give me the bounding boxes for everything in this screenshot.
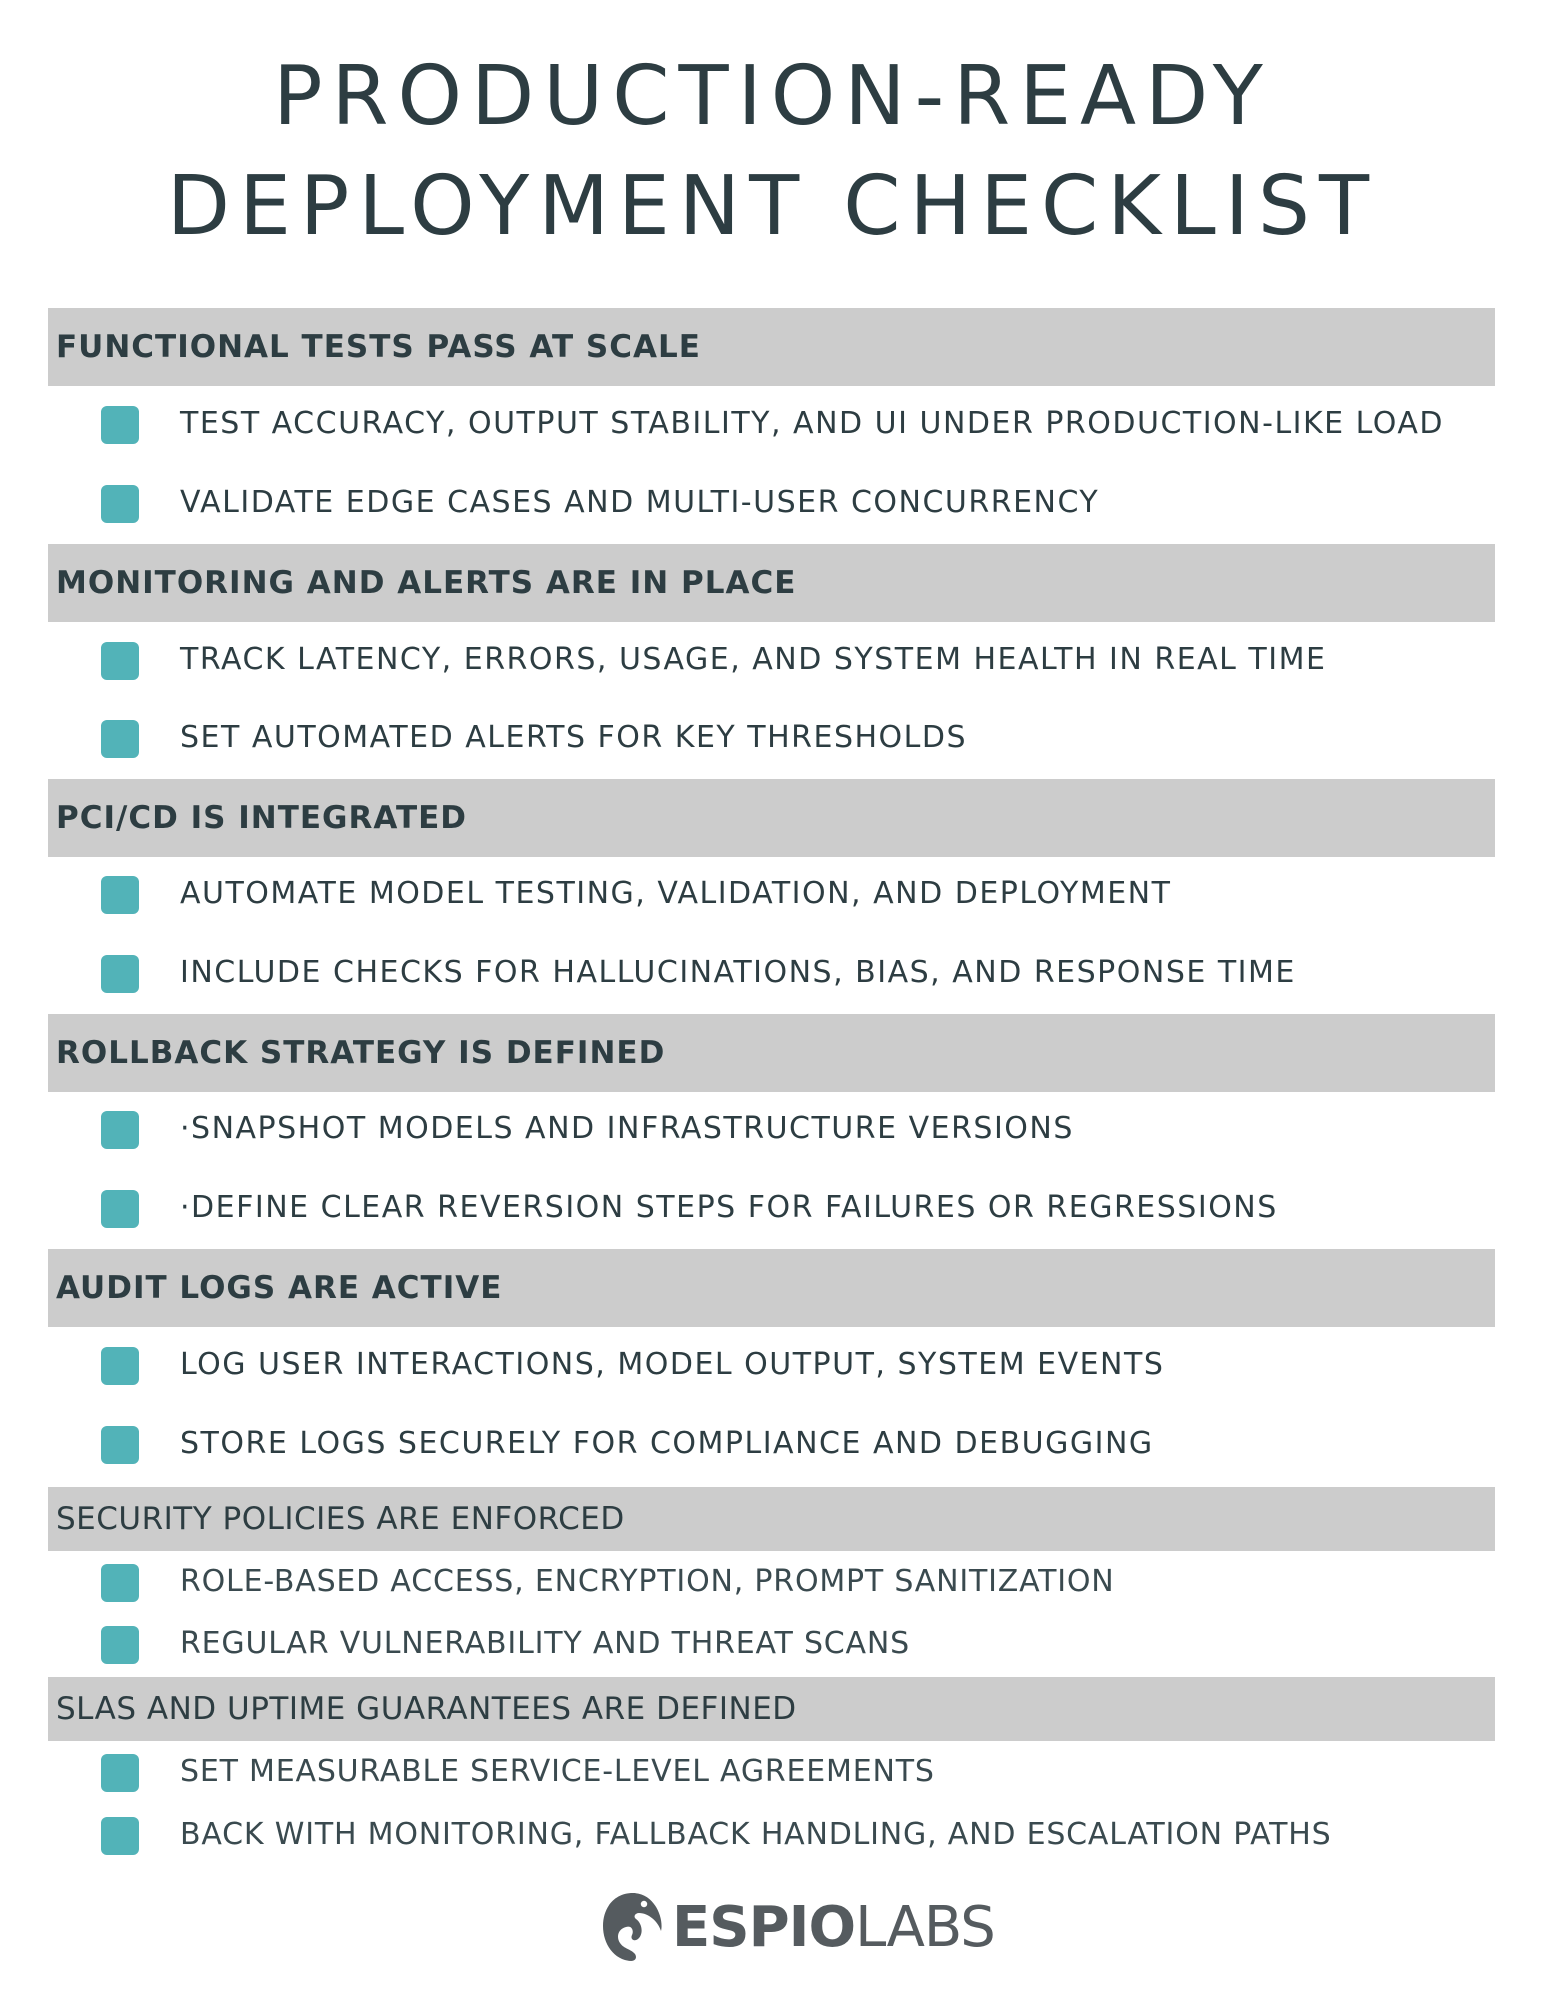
section-heading-security: SECURITY POLICIES ARE ENFORCED — [48, 1487, 1495, 1551]
logo-text-labs: LABS — [855, 1894, 995, 1960]
page-title-line-1: PRODUCTION-READY — [273, 49, 1272, 144]
checklist-item — [0, 716, 1545, 766]
section-heading-monitoring: MONITORING AND ALERTS ARE IN PLACE — [48, 544, 1495, 622]
checklist-item — [0, 1186, 1545, 1236]
checkbox[interactable] — [101, 1190, 139, 1228]
elephant-logo-icon — [600, 1889, 666, 1965]
checklist-item — [0, 1422, 1545, 1472]
checklist-item-label: BACK WITH MONITORING, FALLBACK HANDLING, AND ESCALATION PATHS — [180, 1817, 1332, 1852]
checkbox[interactable] — [101, 406, 139, 444]
checkbox[interactable] — [101, 1111, 139, 1149]
checklist-item — [0, 402, 1545, 452]
logo-text-espio: ESPIO — [672, 1894, 856, 1960]
checklist-item — [0, 872, 1545, 922]
checklist-item — [0, 481, 1545, 531]
checklist-item-label: ROLE-BASED ACCESS, ENCRYPTION, PROMPT SANITIZATION — [180, 1564, 1115, 1599]
checkbox[interactable] — [101, 1347, 139, 1385]
checklist-item — [0, 1813, 1545, 1863]
checklist-item-label: AUTOMATE MODEL TESTING, VALIDATION, AND DEPLOYMENT — [180, 876, 1172, 911]
section-heading-functional-tests: FUNCTIONAL TESTS PASS AT SCALE — [48, 308, 1495, 386]
checkbox[interactable] — [101, 1754, 139, 1792]
checklist-item — [0, 638, 1545, 688]
checklist-item — [0, 951, 1545, 1001]
section-heading-slas: SLAS AND UPTIME GUARANTEES ARE DEFINED — [48, 1677, 1495, 1741]
checklist-item — [0, 1107, 1545, 1157]
checklist-item-label: ·DEFINE CLEAR REVERSION STEPS FOR FAILURES OR REGRESSIONS — [180, 1190, 1278, 1225]
checklist-item — [0, 1560, 1545, 1610]
checklist-item-label: LOG USER INTERACTIONS, MODEL OUTPUT, SYSTEM EVENTS — [180, 1347, 1165, 1382]
checklist-item-label: SET MEASURABLE SERVICE-LEVEL AGREEMENTS — [180, 1754, 935, 1789]
checklist-item-label: VALIDATE EDGE CASES AND MULTI-USER CONCURRENCY — [180, 485, 1100, 520]
checklist-item — [0, 1750, 1545, 1800]
checklist-item — [0, 1343, 1545, 1393]
checklist-item-label: INCLUDE CHECKS FOR HALLUCINATIONS, BIAS, AND RESPONSE TIME — [180, 955, 1296, 990]
checklist-item-label: STORE LOGS SECURELY FOR COMPLIANCE AND DEBUGGING — [180, 1426, 1154, 1461]
checklist-item-label: SET AUTOMATED ALERTS FOR KEY THRESHOLDS — [180, 720, 968, 755]
section-heading-audit-logs: AUDIT LOGS ARE ACTIVE — [48, 1249, 1495, 1327]
checklist-item-label: REGULAR VULNERABILITY AND THREAT SCANS — [180, 1626, 910, 1661]
checklist-item — [0, 1622, 1545, 1672]
checklist-item-label: TEST ACCURACY, OUTPUT STABILITY, AND UI UNDER PRODUCTION-LIKE LOAD — [180, 406, 1445, 441]
checkbox[interactable] — [101, 1626, 139, 1664]
checkbox[interactable] — [101, 1426, 139, 1464]
checklist-item-label: ·SNAPSHOT MODELS AND INFRASTRUCTURE VERSIONS — [180, 1111, 1074, 1146]
checkbox[interactable] — [101, 720, 139, 758]
espiolabs-logo — [600, 1887, 995, 1967]
checkbox[interactable] — [101, 1817, 139, 1855]
checkbox[interactable] — [101, 485, 139, 523]
page-title-line-2: DEPLOYMENT CHECKLIST — [166, 159, 1379, 254]
section-heading-pci-cd: PCI/CD IS INTEGRATED — [48, 779, 1495, 857]
checkbox[interactable] — [101, 955, 139, 993]
section-heading-rollback: ROLLBACK STRATEGY IS DEFINED — [48, 1014, 1495, 1092]
checkbox[interactable] — [101, 1564, 139, 1602]
checkbox[interactable] — [101, 876, 139, 914]
checkbox[interactable] — [101, 642, 139, 680]
checklist-item-label: TRACK LATENCY, ERRORS, USAGE, AND SYSTEM HEALTH IN REAL TIME — [180, 642, 1327, 677]
